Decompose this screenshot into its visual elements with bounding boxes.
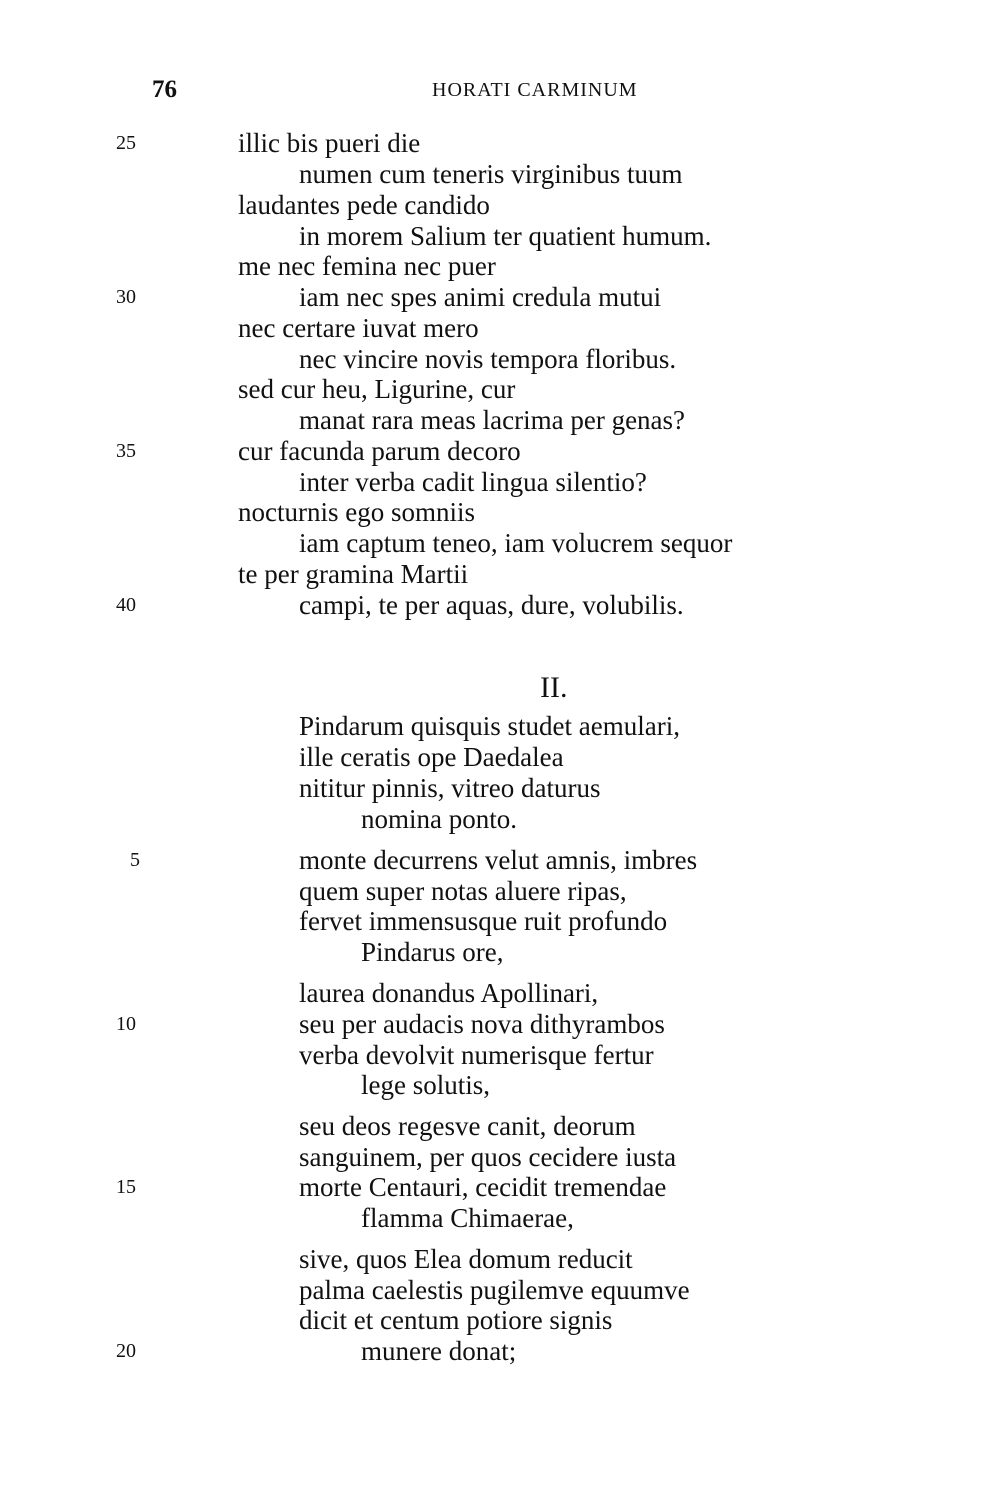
line-number: 30 (116, 286, 136, 308)
verse-line: in morem Salium ter quatient humum. (299, 221, 712, 251)
verse-line: nititur pinnis, vitreo daturus (299, 773, 601, 803)
verse-line: manat rara meas lacrima per genas? (299, 405, 686, 435)
line-number: 40 (116, 594, 136, 616)
running-head: HORATI CARMINUM (432, 79, 638, 101)
verse-line: iam nec spes animi credula mutui (299, 282, 662, 312)
verse-line: numen cum teneris virginibus tuum (299, 159, 683, 189)
verse-line: campi, te per aquas, dure, volubilis. (299, 590, 684, 620)
verse-line: Pindarus ore, (361, 937, 504, 967)
verse-line: cur facunda parum decoro (238, 436, 521, 466)
verse-line: seu deos regesve canit, deorum (299, 1111, 636, 1141)
verse-line: flamma Chimaerae, (361, 1203, 574, 1233)
verse-line: Pindarum quisquis studet aemulari, (299, 711, 680, 741)
verse-line: sanguinem, per quos cecidere iusta (299, 1142, 677, 1172)
verse-line: me nec femina nec puer (238, 251, 496, 281)
verse-line: quem super notas aluere ripas, (299, 876, 627, 906)
verse-line: morte Centauri, cecidit tremendae (299, 1172, 667, 1202)
verse-line: sed cur heu, Ligurine, cur (238, 374, 516, 404)
verse-line: lege solutis, (361, 1070, 490, 1100)
verse-line: monte decurrens velut amnis, imbres (299, 845, 698, 875)
verse-line: verba devolvit numerisque fertur (299, 1040, 654, 1070)
verse-line: dicit et centum potiore signis (299, 1305, 613, 1335)
verse-line: illic bis pueri die (238, 128, 421, 158)
line-number: 20 (116, 1340, 136, 1362)
line-number: 10 (116, 1013, 136, 1035)
verse-line: ille ceratis ope Daedalea (299, 742, 564, 772)
verse-line: laudantes pede candido (238, 190, 490, 220)
verse-line: palma caelestis pugilemve equumve (299, 1275, 690, 1305)
page-number: 76 (152, 76, 177, 103)
verse-line: fervet immensusque ruit profundo (299, 906, 668, 936)
verse-line: seu per audacis nova dithyrambos (299, 1009, 665, 1039)
verse-line: sive, quos Elea domum reducit (299, 1244, 633, 1274)
verse-line: nec certare iuvat mero (238, 313, 479, 343)
poem-title: II. (540, 671, 568, 704)
verse-line: laurea donandus Apollinari, (299, 978, 599, 1008)
line-number: 15 (116, 1176, 136, 1198)
line-number: 35 (116, 440, 136, 462)
line-number: 5 (130, 849, 140, 871)
verse-line: nec vincire novis tempora floribus. (299, 344, 677, 374)
verse-line: munere donat; (361, 1336, 517, 1366)
verse-line: te per gramina Martii (238, 559, 469, 589)
verse-line: iam captum teneo, iam volucrem sequor (299, 528, 733, 558)
verse-line: inter verba cadit lingua silentio? (299, 467, 647, 497)
verse-line: nomina ponto. (361, 804, 517, 834)
line-number: 25 (116, 132, 136, 154)
verse-line: nocturnis ego somniis (238, 497, 475, 527)
